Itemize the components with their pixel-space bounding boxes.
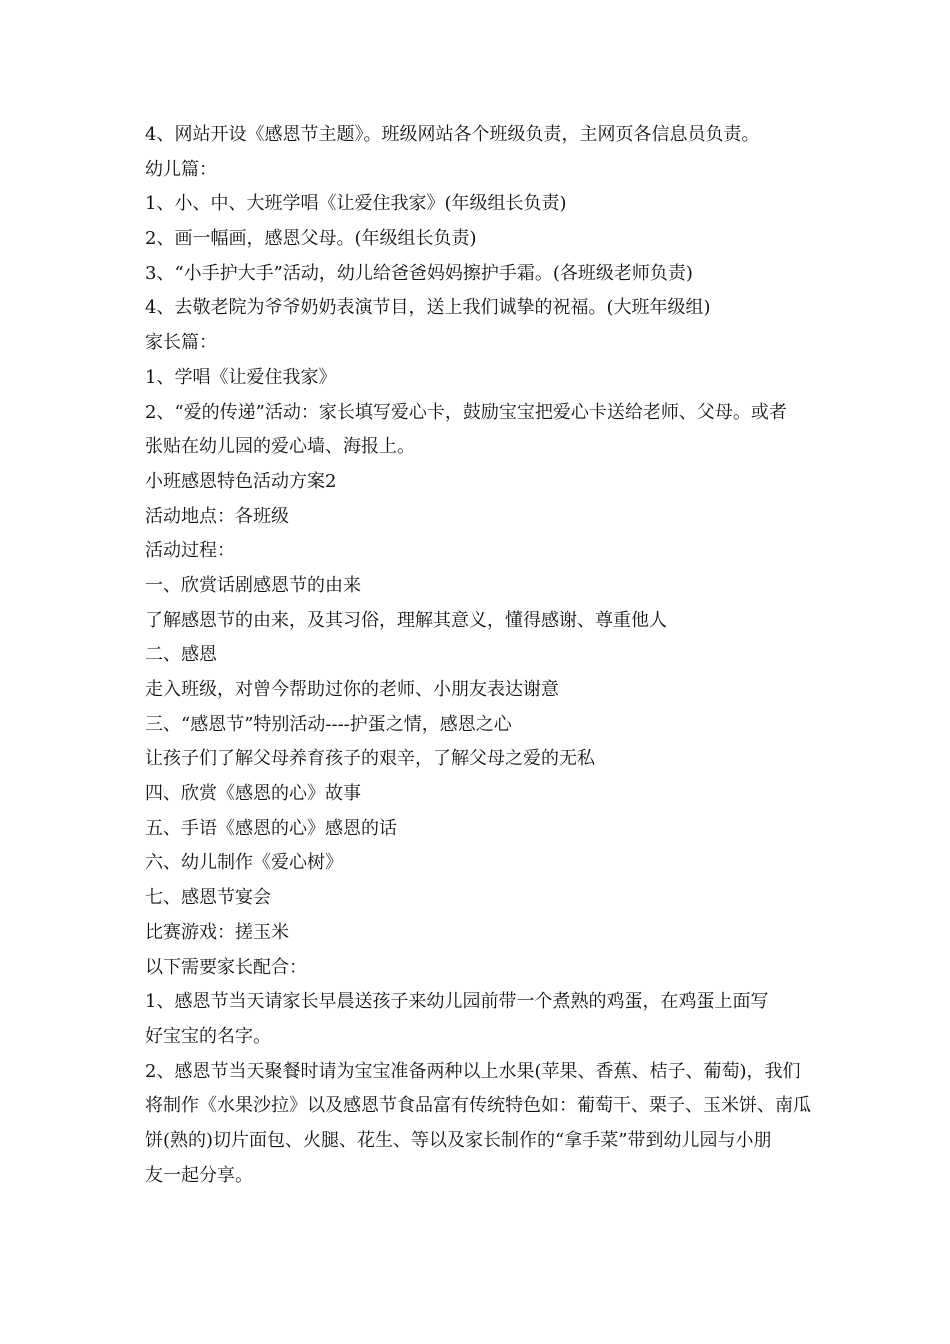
text-line: 2、感恩节当天聚餐时请为宝宝准备两种以上水果(苹果、香蕉、桔子、葡萄)，我们 [145,1060,801,1082]
text-line: 4、网站开设《感恩节主题》。班级网站各个班级负责，主网页各信息员负责。 [145,124,760,145]
text-line: 1、感恩节当天请家长早晨送孩子来幼儿园前带一个煮熟的鸡蛋，在鸡蛋上面写 [145,991,769,1013]
text-line: 友一起分享。 [145,1164,253,1186]
text-line: 走入班级，对曾今帮助过你的老师、小朋友表达谢意 [145,679,559,700]
text-line: 活动过程： [145,540,235,562]
text-line: 4、去敬老院为爷爷奶奶表演节目，送上我们诚挚的祝福。(大班年级组) [145,297,711,319]
text-line: 以下需要家长配合： [145,956,307,978]
text-line: 好宝宝的名字。 [145,1025,271,1047]
text-line: 五、手语《感恩的心》感恩的话 [145,817,397,839]
text-line: 张贴在幼儿园的爱心墙、海报上。 [145,436,415,458]
section-heading-parents: 家长篇： [145,332,217,354]
text-line: 六、幼儿制作《爱心树》 [145,852,343,874]
text-line: 1、小、中、大班学唱《让爱住我家》(年级组长负责) [145,193,567,215]
text-line: 一、欣赏话剧感恩节的由来 [145,574,361,596]
text-line: 了解感恩节的由来，及其习俗，理解其意义，懂得感谢、尊重他人 [145,609,667,631]
text-line: 2、“爱的传递”活动：家长填写爱心卡，鼓励宝宝把爱心卡送给老师、父母。或者 [145,401,787,423]
plan-title: 小班感恩特色活动方案2 [145,470,337,492]
section-heading-children: 幼儿篇： [145,158,217,180]
text-line: 将制作《水果沙拉》以及感恩节食品富有传统特色如：葡萄干、栗子、玉米饼、南瓜 [145,1095,811,1117]
text-line: 比赛游戏：搓玉米 [145,921,289,943]
text-line: 让孩子们了解父母养育孩子的艰辛，了解父母之爱的无私 [145,748,595,770]
text-line: 3、“小手护大手”活动，幼儿给爸爸妈妈擦护手霜。(各班级老师负责) [145,262,693,284]
text-line: 1、学唱《让爱住我家》 [145,366,337,388]
text-line: 七、感恩节宴会 [145,887,271,909]
text-line: 四、欣赏《感恩的心》故事 [145,783,361,805]
text-line: 饼(熟的)切片面包、火腿、花生、等以及家长制作的“拿手菜”带到幼儿园与小朋 [145,1129,772,1151]
document-body [145,118,815,1193]
text-line: 活动地点：各班级 [145,505,289,527]
text-line: 三、“感恩节”特别活动----护蛋之情，感恩之心 [145,713,512,735]
text-line: 2、画一幅画，感恩父母。(年级组长负责) [145,228,477,250]
text-line: 二、感恩 [145,644,217,666]
